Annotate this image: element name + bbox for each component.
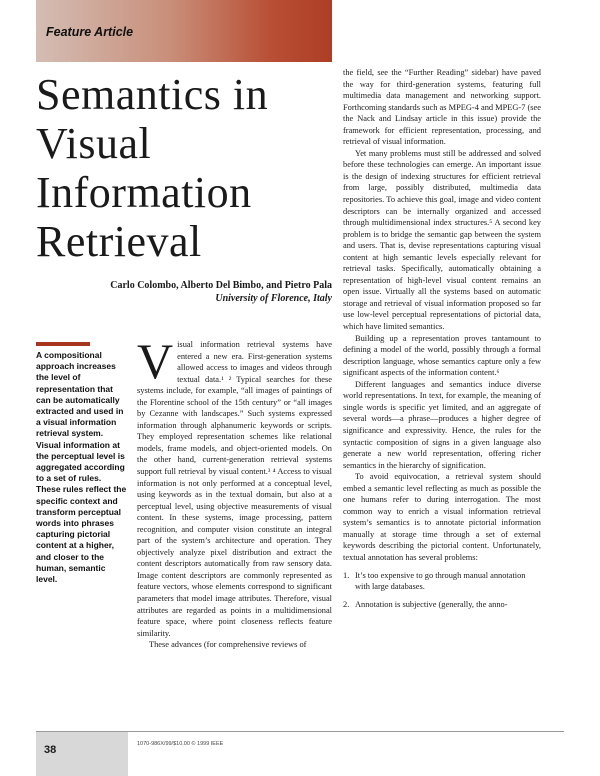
- title-line: Information: [36, 168, 252, 217]
- article-title: [36, 70, 326, 266]
- page-number: 38: [44, 744, 57, 756]
- copyright-line: 1070-986X/99/$10.00 © 1999 IEEE: [137, 741, 224, 747]
- body-column-right: [343, 67, 541, 610]
- list-number: 1.: [343, 570, 350, 580]
- body-paragraph: Yet many problems must still be addressed and solved before these technologies can emerge. An important issue is the design of indexing structures for efficient retrieval from large, possibly distributed, multimedia data repositories. To achieve this goal, image and video content descriptors can be internally organized and accessed through multidimensional index structures.⁵ A second key problem is to bridge the semantic gap between the system and users. That is, devise representations capturing visual content at high semantic levels especially relevant for retrieval tasks. Specifically, automatically obtaining a representation of high-level visual content remains an open issue. Virtually all the systems based on automatic storage and retrieval of visual information proposed so far use low-level perceptual representations of pictorial data, which have limited semantics.: [343, 148, 541, 332]
- pull-quote: A compositional approach increases the level of representation that can be automatically extracted and used in a visual information retrieval system. Visual information at the perceptual level is aggregated according to a set of rules. These rules reflect the specific context and transform perceptual words into phrases capturing pictorial content at a higher, and closer to the human, semantic level.: [36, 350, 127, 585]
- title-line: Visual: [36, 119, 152, 168]
- feature-article-banner: [36, 0, 332, 62]
- title-line: Semantics in: [36, 70, 269, 119]
- body-paragraph: [137, 333, 332, 639]
- list-item: [343, 570, 541, 593]
- list-item: [343, 599, 541, 611]
- author-affiliation: University of Florence, Italy: [215, 293, 332, 304]
- body-paragraph: Different languages and semantics induce diverse world representations. In text, for example, the meaning of single words is specific yet limited, and an aggregate of several words—a phrase—produces a higher degree of significance and expressivity. Hence, the rules for the syntactic composition of signs in a given language also generate a new world representation, offering richer semantics in the hierarchy of signification.: [343, 379, 541, 470]
- pull-quote-accent-bar: [36, 342, 90, 346]
- body-paragraph: To avoid equivocation, a retrieval system should embed a semantic level reflecting as much as possible the one humans refer to during interrogation. The most common way to enrich a visual information retrieval system’s semantics is to annotate pictorial information manually at storage time through a set of external keywords describing the pictorial content. Unfortunately, textual annotation has several problems:: [343, 472, 541, 562]
- list-text: Annotation is subjective (generally, the anno-: [355, 599, 508, 609]
- list-text: It’s too expensive to go through manual annotation with large databases.: [355, 570, 526, 592]
- body-paragraph: Building up a representation proves tantamount to defining a model of the world, possibly through a formal description language, whose semantics capture only a few significant aspects of the information content.⁶: [343, 333, 541, 378]
- title-line: Retrieval: [36, 217, 202, 266]
- body-paragraph-text: isual information retrieval systems have entered a new era. First-generation systems allowed access to images and videos through textual data.¹ ² Typical searches for these systems include, for example, “all images of paintings of the Florentine school of the 15th century” or “all images by Cezanne with landscapes.” Such systems expressed information through alphanumeric keywords or scripts. They employed representation schemes like relational models, frame models, and object-oriented models. On the other hand, current-generation retrieval systems support full retrieval by visual content.³ ⁴ Access to visual information is not only performed at a conceptual level, using keywords as in the textual domain, but also at a perceptual level, using objective measurements of visual content. In these systems, image processing, pattern recognition, and computer vision constitute an integral part of the system’s architecture and operation. They objectively analyze pixel distribution and extract the content descriptors automatically from raw sensory data. Image content descriptors are commonly represented as feature vectors, whose elements correspond to significant parameters that model image attributes. Therefore, visual attributes are regarded as points in a multidimensional feature space, where point closeness reflects feature similarity.: [137, 340, 332, 638]
- page-number-box: [36, 732, 128, 776]
- author-names: Carlo Colombo, Alberto Del Bimbo, and Pietro Pala: [110, 280, 332, 291]
- drop-cap: V: [137, 333, 174, 389]
- author-block: [110, 279, 332, 305]
- body-paragraph: These advances (for comprehensive reviews of: [149, 640, 307, 650]
- list-number: 2.: [343, 599, 350, 609]
- body-column-middle: [137, 333, 332, 651]
- body-paragraph: the field, see the “Further Reading” sidebar) have paved the way for third-generation systems, featuring full multimedia data management and networking support. Forthcoming standards such as MPEG-4 and MPEG-7 (see the Nack and Lindsay article in this issue) provide the framework for efficient representation, processing, and retrieval of visual information.: [343, 68, 541, 147]
- section-label: Feature Article: [46, 25, 134, 39]
